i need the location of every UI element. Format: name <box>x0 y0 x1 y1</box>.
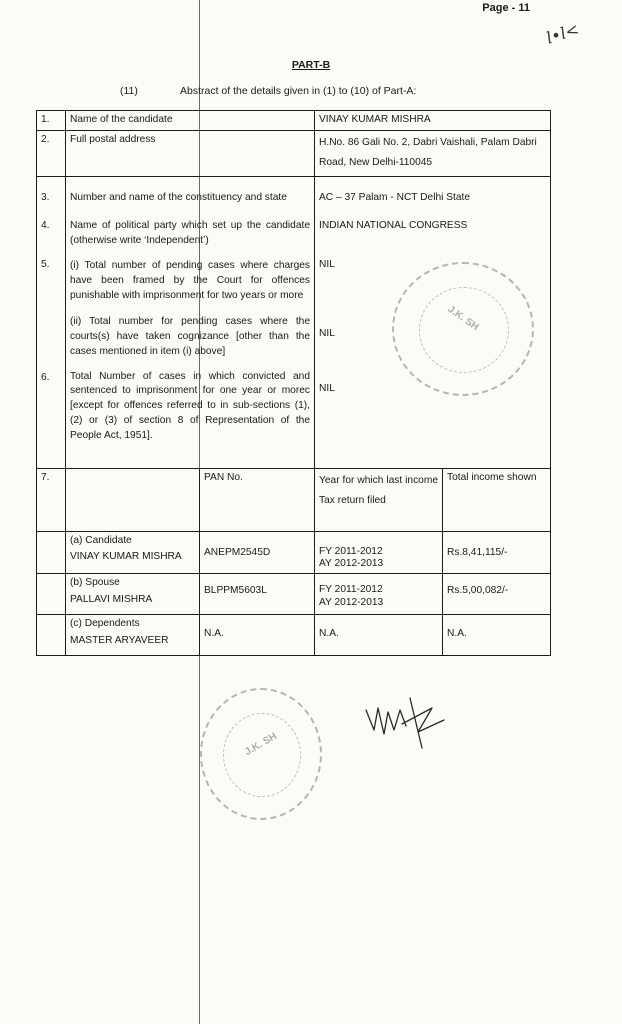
pan-value: BLPPM5603L <box>200 574 315 615</box>
table-row <box>37 574 551 615</box>
total-income-header: Total income shown <box>443 468 551 531</box>
candidate-cell <box>66 531 200 574</box>
year-value <box>315 574 443 615</box>
total-income-value: N.A. <box>443 615 551 656</box>
constituency-value: AC – 37 Palam - NCT Delhi State <box>319 191 471 203</box>
empty-cell <box>37 615 66 656</box>
row-number: 6. <box>41 371 50 383</box>
person-name: VINAY KUMAR MISHRA <box>70 551 182 563</box>
cognizance-cases-value: NIL <box>319 327 335 339</box>
party-value: INDIAN NATIONAL CONGRESS <box>319 220 468 232</box>
row-number: 5. <box>41 259 50 271</box>
table-row <box>37 130 551 176</box>
income-header-row <box>37 468 551 531</box>
pan-value: N.A. <box>200 615 315 656</box>
row-value: VINAY KUMAR MISHRA <box>315 111 551 131</box>
official-seal-stamp <box>392 262 534 396</box>
total-income-value: Rs.8,41,115/- <box>443 531 551 574</box>
row-value: H.No. 86 Gali No. 2, Dabri Vaishali, Palam Dabri Road, New Delhi-110045 <box>315 130 551 176</box>
empty-cell <box>37 531 66 574</box>
party-label: Name of political party which set up the candidate (otherwise write ‘Independent’) <box>70 220 311 247</box>
year-value <box>315 531 443 574</box>
handwritten-signature <box>360 690 450 750</box>
official-seal-stamp <box>200 688 322 820</box>
abstract-text: Abstract of the details given in (1) to (10) of Part-A: <box>180 85 417 97</box>
person-name: PALLAVI MISHRA <box>70 593 153 605</box>
row-label: Full postal address <box>66 130 315 176</box>
abstract-number: (11) <box>120 85 138 97</box>
row-number: 1. <box>37 111 66 131</box>
pending-cases-value: NIL <box>319 259 335 271</box>
convicted-cases-value: NIL <box>319 382 335 394</box>
pan-value: ANEPM2545D <box>200 531 315 574</box>
row-number: 2. <box>37 130 66 176</box>
fy-value: FY 2011-2012 <box>319 584 383 596</box>
handwritten-initials: l•l< <box>543 19 582 48</box>
relation-label: (c) Dependents <box>70 618 140 630</box>
fy-value: FY 2011-2012 <box>319 545 383 557</box>
row-label: Name of the candidate <box>66 111 315 131</box>
row-number: 3. <box>41 191 50 203</box>
convicted-cases-label: Total Number of cases in which convicted and sentenced to imprisonment for one year or morec [except for offences referred to in sub-sections (1), (2) or (3) of section 8 of Representation of the People Act, 1951]. <box>70 370 311 441</box>
year-header: Year for which last income Tax return filed <box>315 468 443 531</box>
row-number: 4. <box>41 220 50 232</box>
year-value: N.A. <box>315 615 443 656</box>
pending-cases-label: (i) Total number of pending cases where charges have been framed by the Court for offences punishable with imprisonment for two years or more <box>70 259 311 301</box>
total-income-value: Rs.5,00,082/- <box>443 574 551 615</box>
table-row <box>37 531 551 574</box>
ay-value: AY 2012-2013 <box>319 596 384 608</box>
stamp-text: J.K. SH <box>445 304 481 334</box>
table-row <box>37 615 551 656</box>
pan-header: PAN No. <box>200 468 315 531</box>
constituency-label: Number and name of the constituency and state <box>70 191 287 203</box>
table-row <box>37 111 551 131</box>
empty-cell <box>37 574 66 615</box>
part-title: PART-B <box>291 59 331 71</box>
row-label-group <box>66 176 315 468</box>
cognizance-cases-label: (ii) Total number for pending cases where the courts(s) have taken cognizance [other than the cases mentioned in item (i) above] <box>70 316 311 357</box>
empty-cell <box>66 468 200 531</box>
relation-label: (b) Spouse <box>70 577 120 589</box>
abstract-heading <box>120 85 416 97</box>
page-number: Page - 11 <box>482 2 530 14</box>
spouse-cell <box>66 574 200 615</box>
stamp-text: J.K. SH <box>243 730 279 758</box>
person-name: MASTER ARYAVEER <box>70 634 169 646</box>
relation-label: (a) Candidate <box>70 534 132 546</box>
dependents-cell <box>66 615 200 656</box>
row-number <box>37 176 66 468</box>
row-number: 7. <box>37 468 66 531</box>
ay-value: AY 2012-2013 <box>319 558 384 570</box>
